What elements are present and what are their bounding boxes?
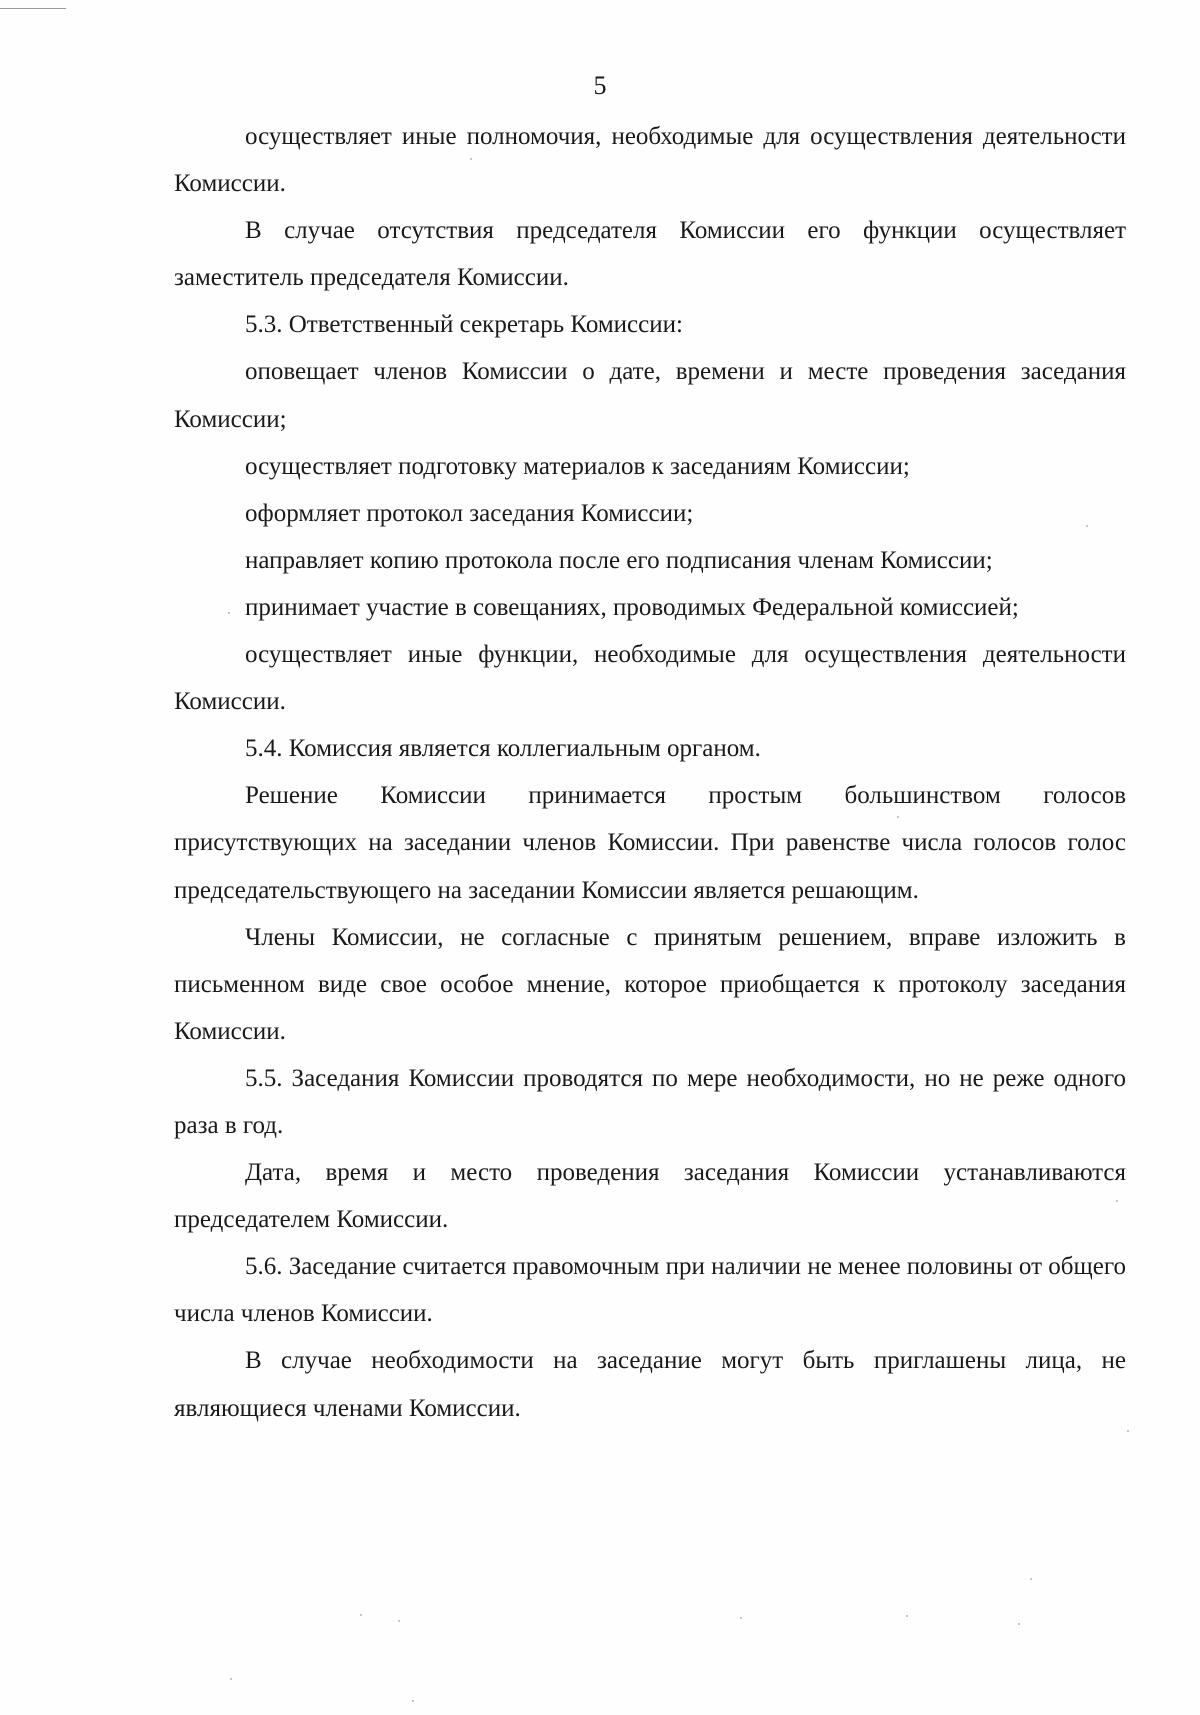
paragraph-dissenting-opinion: Члены Комиссии, не согласные с принятым решением, вправе изложить в письменном виде свое особое мнение, которое приобщается к протоколу заседания Комиссии. [174, 923, 1126, 1045]
scan-speck [398, 1620, 400, 1622]
paragraph-participates-meetings: принимает участие в совещаниях, проводимых Федеральной комиссией; [245, 593, 1019, 621]
scan-speck [360, 1614, 362, 1616]
scan-speck [230, 1678, 232, 1680]
scan-speck [1116, 1200, 1118, 1202]
paragraph-other-powers: осуществляет иные полномочия, необходимые для осуществления деятельности Комиссии. [174, 123, 1126, 198]
paragraph-chairman-absence: В случае отсутствия председателя Комиссии его функции осуществляет заместитель председателя Комиссии. [174, 217, 1126, 292]
paragraph-prepares-materials: осуществляет подготовку материалов к заседаниям Комиссии; [245, 452, 910, 480]
scan-speck [228, 612, 230, 614]
scan-speck [1086, 525, 1088, 527]
paragraph-section-5-4: 5.4. Комиссия является коллегиальным органом. [245, 735, 761, 763]
paragraph-sends-protocol: направляет копию протокола после его подписания членам Комиссии; [245, 546, 993, 574]
scan-speck [1018, 1623, 1020, 1625]
paragraph-section-5-3: 5.3. Ответственный секретарь Комиссии: [245, 311, 683, 339]
scan-speck [740, 1617, 742, 1619]
scan-edge-line [0, 8, 66, 9]
scan-speck [897, 816, 899, 818]
paragraph-invited-persons: В случае необходимости на заседание могут быть приглашены лица, не являющиеся членами Комиссии. [174, 1347, 1126, 1422]
scan-speck [1127, 1430, 1129, 1432]
paragraph-section-5-6: 5.6. Заседание считается правомочным при наличии не менее половины от общего числа членов Комиссии. [174, 1253, 1126, 1328]
scan-speck [470, 158, 472, 160]
paragraph-meeting-date: Дата, время и место проведения заседания Комиссии устанавливаются председателем Комиссии. [174, 1159, 1126, 1234]
scan-speck [1030, 1578, 1032, 1580]
paragraph-drafts-protocol: оформляет протокол заседания Комиссии; [245, 499, 694, 527]
scan-speck [412, 1700, 414, 1702]
paragraph-decision-majority: Решение Комиссии принимается простым большинством голосов присутствующих на заседании членов Комиссии. При равенстве числа голосов голос председательствующего на заседании Комиссии является решающим. [174, 782, 1126, 904]
paragraph-other-functions: осуществляет иные функции, необходимые для осуществления деятельности Комиссии. [174, 641, 1126, 716]
paragraph-section-5-5: 5.5. Заседания Комиссии проводятся по мере необходимости, но не реже одного раза в год. [174, 1064, 1126, 1139]
page-number: 5 [593, 71, 607, 100]
paragraph-notifies-members: оповещает членов Комиссии о дате, времени и месте проведения заседания Комиссии; [174, 358, 1126, 433]
scan-speck [906, 1615, 908, 1617]
document-body [174, 113, 1126, 1432]
